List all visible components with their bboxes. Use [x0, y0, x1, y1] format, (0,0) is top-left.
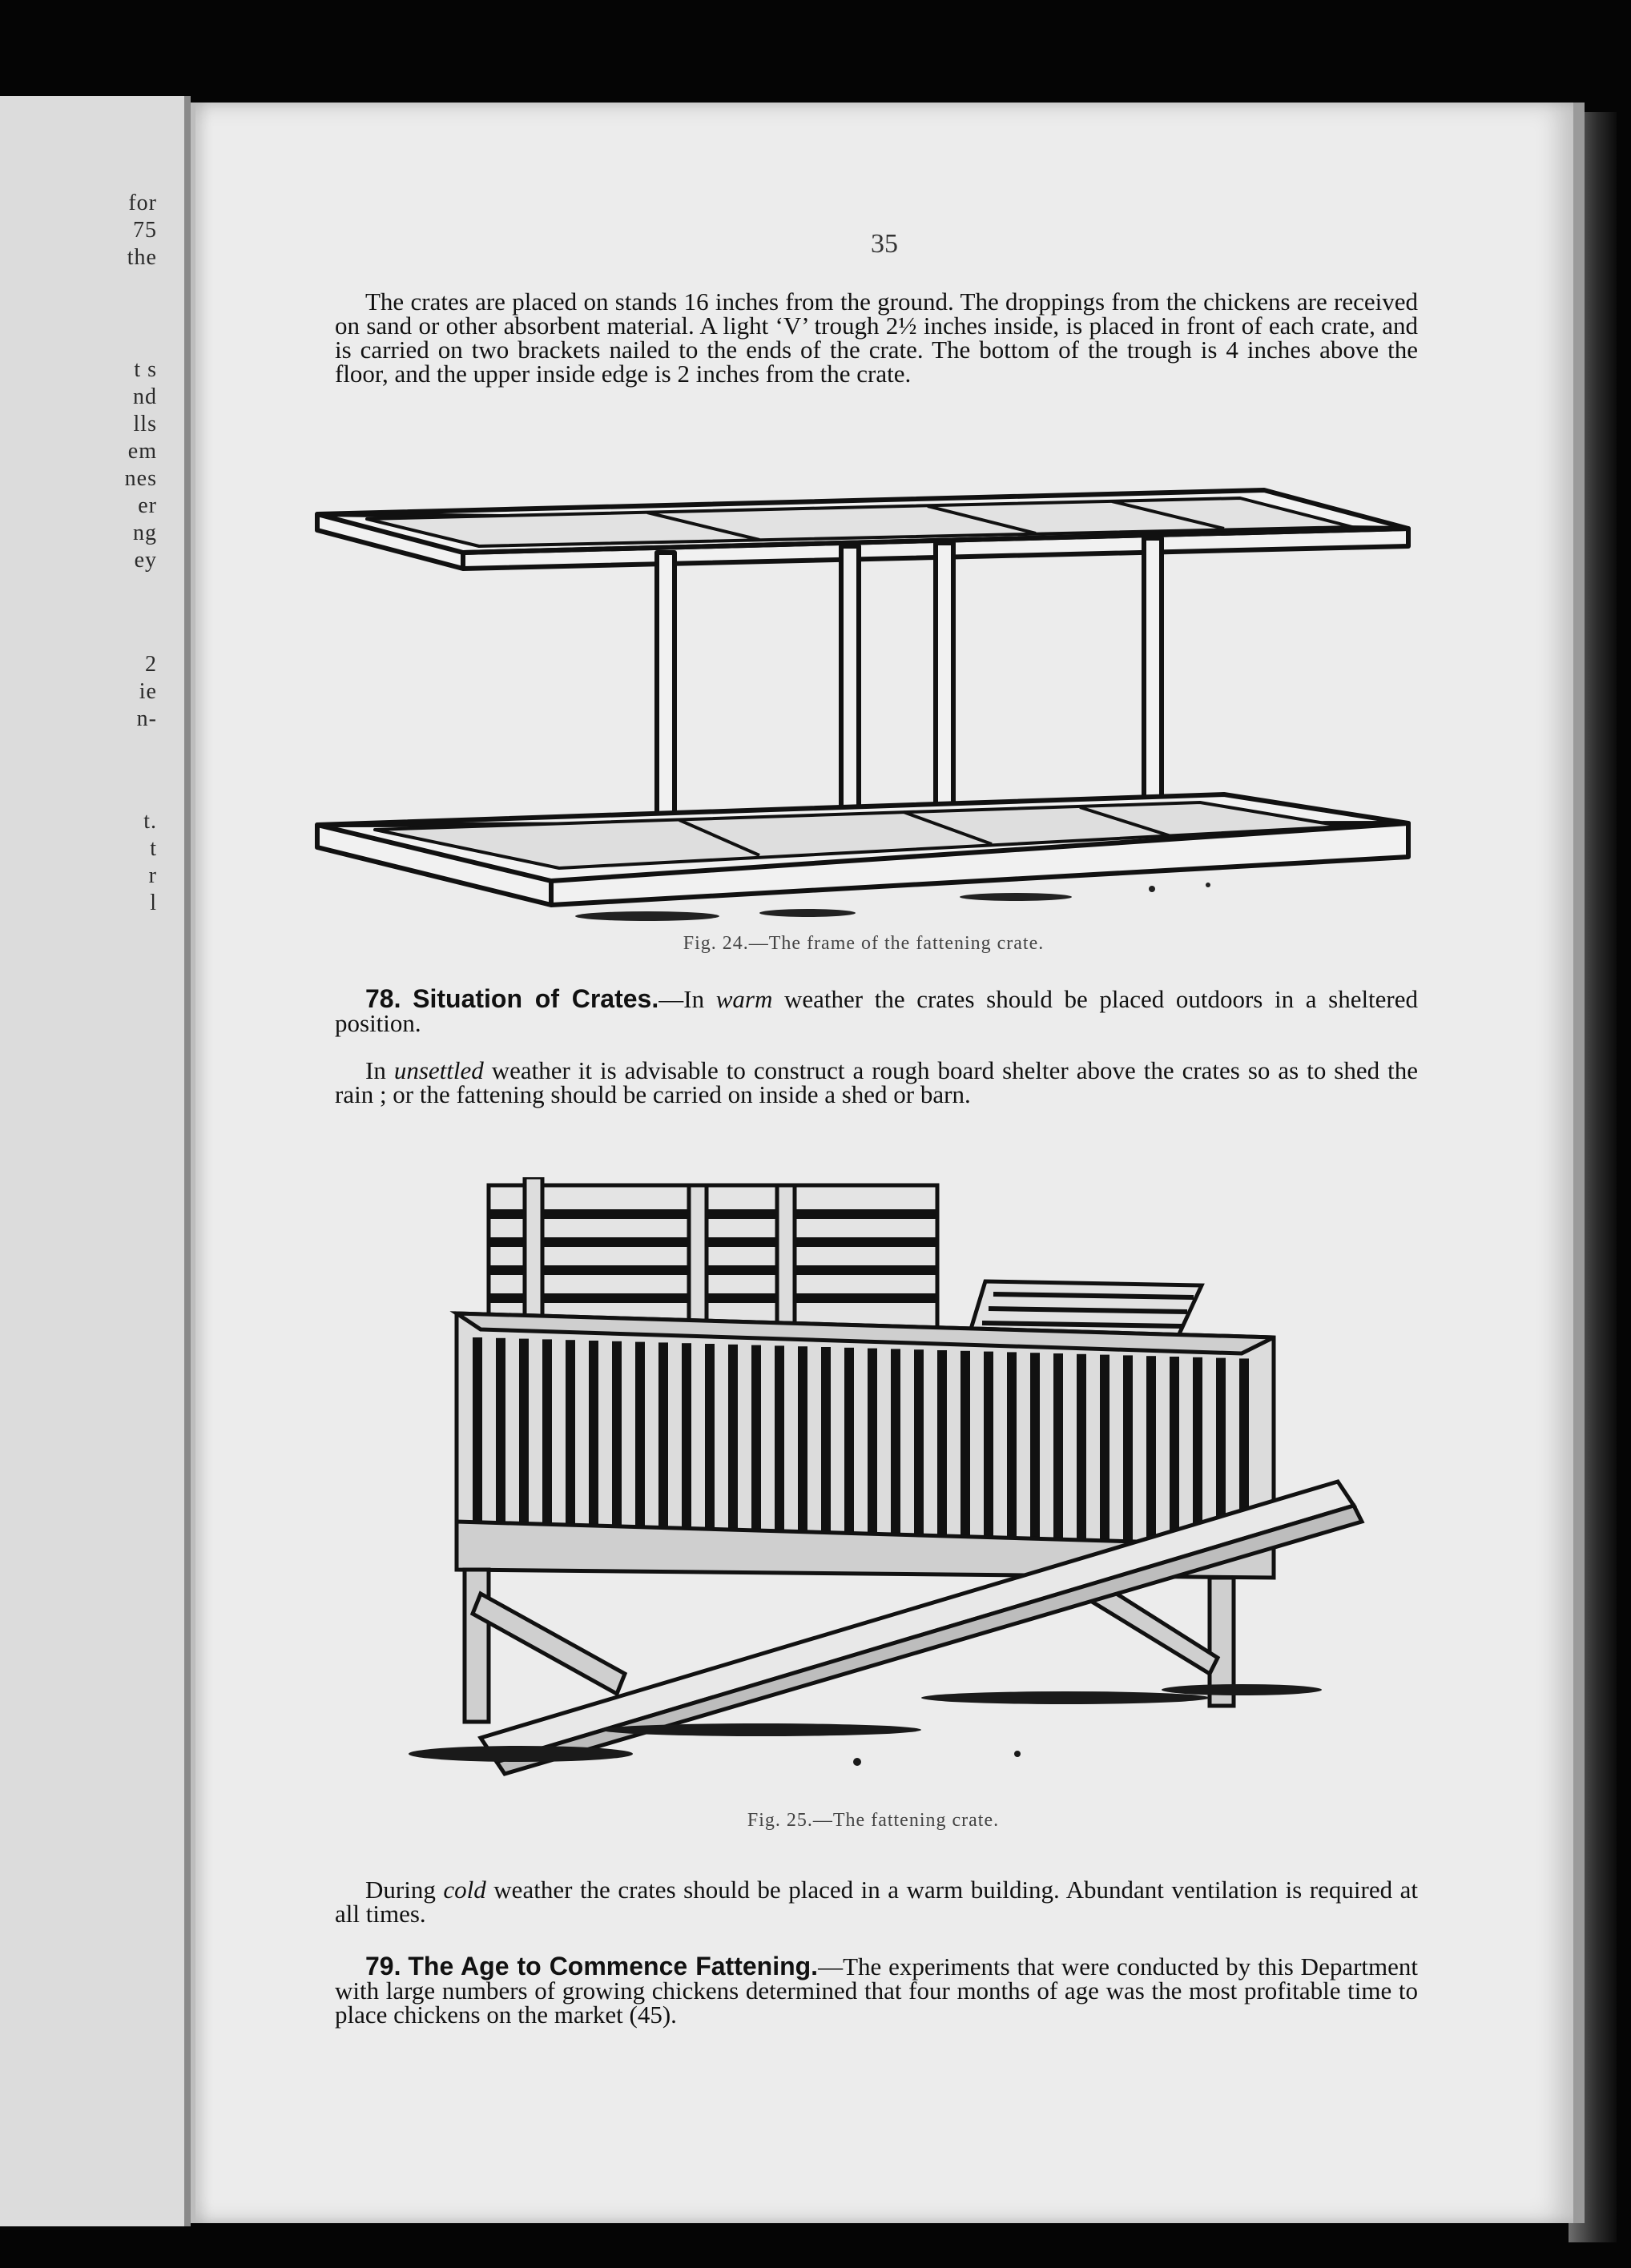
crate-slat — [821, 1347, 831, 1539]
paragraph-crate-stands-text: The crates are placed on stands 16 inches from the ground. The droppings from the chickens are received on sand or other absorbent material. A light ‘V’ trough 2½ inches inside, is placed in front of each crate, and is carried on two brackets nailed to the ends of the crate. The bottom of the trough is 4 inches above the floor, and the upper inside edge is 2 inches from the crate. — [335, 288, 1418, 388]
section-78-emphasis: warm — [715, 985, 773, 1013]
crate-slat — [612, 1341, 622, 1534]
crate-slat — [798, 1346, 807, 1538]
crate-slat — [682, 1343, 691, 1535]
crate-slat — [1123, 1355, 1133, 1547]
cold-emphasis: cold — [443, 1876, 486, 1904]
facing-page-fragment: nd — [133, 384, 157, 409]
unsettled-text-b: weather it is advisable to construct a rough board shelter above the crates so as to shed the rain ; or the fattening should be carried on inside a shed or barn. — [335, 1056, 1418, 1108]
facing-page-fragment: 2 — [145, 652, 157, 677]
paragraph-crate-stands — [335, 290, 1418, 386]
unsettled-emphasis: unsettled — [393, 1056, 484, 1084]
facing-page-fragment: ie — [139, 679, 157, 704]
section-79-text: —The experiments that were conducted by this Department with large numbers of growing chickens determined that four months of age was the most profitable time to place chickens on the market (45). — [335, 1952, 1419, 2029]
facing-page-fragment: ey — [134, 548, 157, 573]
facing-page-fragment: lls — [133, 412, 157, 436]
section-78-heading: Situation of Crates. — [413, 984, 659, 1013]
crate-slat — [844, 1348, 854, 1540]
cold-text-a: During — [365, 1876, 444, 1904]
crate-slat — [658, 1342, 668, 1534]
crate-slat — [1007, 1352, 1017, 1544]
crate-slat — [635, 1342, 645, 1534]
crate-slat — [960, 1351, 970, 1543]
facing-page — [0, 96, 191, 2226]
crate-slat — [1100, 1355, 1109, 1547]
section-78-number: 78. — [365, 984, 401, 1013]
crate-slat — [751, 1345, 761, 1538]
crate-slat — [542, 1339, 552, 1531]
unsettled-text-a: In — [365, 1056, 394, 1084]
crate-slat — [914, 1349, 924, 1542]
crate-frame-illustration — [311, 481, 1416, 929]
section-78-paragraph — [335, 984, 1419, 1037]
facing-page-fragment: the — [127, 245, 157, 270]
facing-page-fragment: nes — [124, 466, 157, 491]
crate-slat — [728, 1345, 738, 1537]
cold-text-b: weather the crates should be placed in a warm building. Abundant ventilation is required at all times. — [335, 1876, 1418, 1928]
facing-page-fragment: er — [138, 493, 157, 518]
facing-page-fragment: l — [150, 891, 157, 915]
crate-slat — [705, 1344, 715, 1536]
crate-slat — [566, 1340, 575, 1532]
facing-page-fragment: t. — [143, 809, 157, 834]
crate-slat — [937, 1350, 947, 1542]
crate-slat — [473, 1337, 482, 1530]
crate-slat — [519, 1339, 529, 1531]
section-78-text-a: —In — [658, 985, 716, 1013]
fattening-crate-illustration — [360, 1177, 1386, 1786]
figure-25-caption: Fig. 25.—The fattening crate. — [747, 1810, 1000, 1831]
section-79-heading: The Age to Commence Fattening. — [408, 1952, 819, 1980]
crate-slat — [984, 1352, 993, 1544]
crate-slat — [775, 1345, 784, 1538]
crate-slat — [1077, 1354, 1086, 1546]
facing-page-fragment: for — [128, 191, 157, 215]
page-number: 35 — [871, 229, 898, 259]
section-78-text-b: weather the crates should be placed outdoors in a sheltered position. — [335, 985, 1419, 1037]
crate-slat — [589, 1341, 598, 1533]
facing-page-fragment: em — [127, 439, 157, 464]
crate-slat — [1170, 1357, 1179, 1549]
crate-slat — [1053, 1353, 1063, 1546]
crate-slat — [496, 1338, 505, 1530]
facing-page-fragment: t — [150, 836, 157, 861]
section-79-paragraph — [335, 1954, 1418, 2027]
facing-page-fragment: t s — [134, 357, 157, 382]
facing-page-fragment: ng — [133, 521, 157, 545]
crate-slat — [868, 1349, 877, 1541]
section-79-number: 79. — [365, 1952, 401, 1980]
paragraph-unsettled-weather — [335, 1056, 1418, 1108]
crate-slat — [1146, 1356, 1156, 1548]
figure-fattening-crate — [360, 1177, 1386, 1831]
facing-page-fragment: 75 — [133, 218, 157, 243]
facing-page-fragment: n- — [136, 706, 157, 731]
crate-slat — [891, 1349, 900, 1541]
crate-slat — [1030, 1353, 1040, 1545]
figure-crate-frame — [311, 481, 1416, 954]
facing-page-fragment: r — [148, 863, 157, 888]
figure-24-caption: Fig. 24.—The frame of the fattening crate. — [683, 933, 1045, 954]
paragraph-cold-weather — [335, 1878, 1418, 1926]
